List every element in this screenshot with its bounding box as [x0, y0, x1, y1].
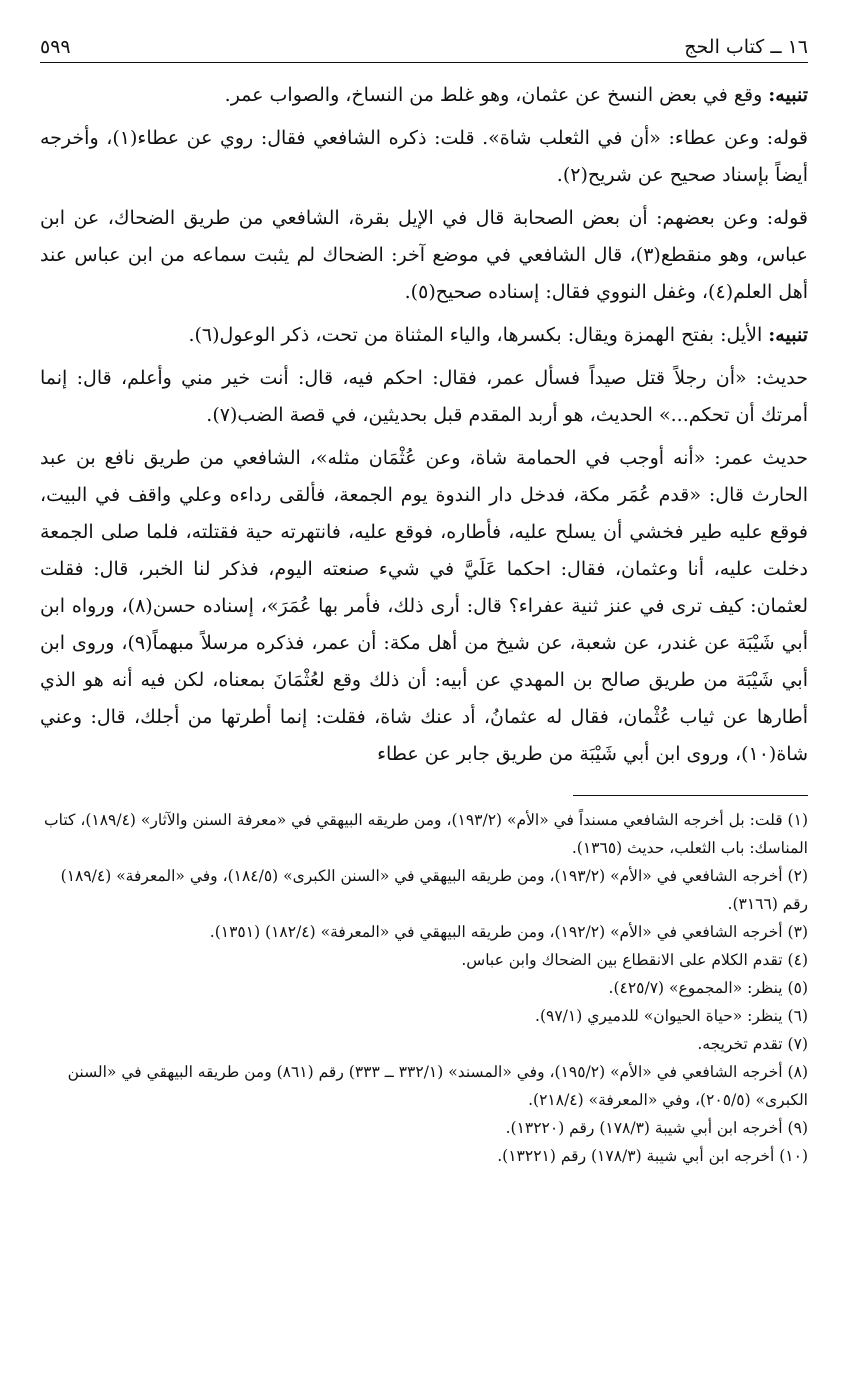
- paragraph-lead: تنبيه:: [768, 324, 808, 346]
- footnote-text: أخرجه الشافعي في «الأم» (١٩٢/٢)، ومن طريقه البيهقي في «المعرفة» (١٨٢/٤) (١٣٥١).: [209, 923, 783, 941]
- paragraph-lead: قوله:: [766, 127, 808, 149]
- paragraph-lead: تنبيه:: [768, 84, 808, 106]
- footnote: [40, 918, 808, 946]
- paragraph: [40, 360, 808, 434]
- footnote-number: (٨): [787, 1063, 808, 1081]
- footnote: [40, 1002, 808, 1030]
- footnote: [40, 1142, 808, 1170]
- running-header: [40, 36, 808, 63]
- footnote: [40, 862, 808, 918]
- footnote-text: أخرجه ابن أبي شيبة (١٧٨/٣) رقم (١٣٢٢١).: [497, 1147, 775, 1165]
- page-number: ٥٩٩: [40, 36, 71, 58]
- paragraph-text: وعن عطاء: «أن في الثعلب شاة». قلت: ذكره الشافعي فقال: روي عن عطاء(١)، وأخرجه أيضاً بإسناد صحيح عن شريح(٢).: [40, 127, 808, 186]
- paragraph: [40, 77, 808, 114]
- footnote: [40, 1114, 808, 1142]
- paragraph-text: «أنه أوجب في الحمامة شاة، وعن عُثْمَان مثله»، الشافعي من طريق نافع بن عبد الحارث قال: «قدم عُمَر مكة، فدخل دار الندوة يوم الجمعة، فألقى رداءه وعلي واقف في البيت، فوقع عليه طير فخشي أن يسلح عليه، فأطاره، فوقع عليه، فانتهرته حية فقتلته، فلما صلى الجمعة دخلت عليه، أنا وعثمان، فقال: احكما عَلَيَّ في شيء صنعته اليوم، فذكر لنا الخبر، قال: فقلت لعثمان: كيف ترى في عنز ثنية عفراء؟ قال: أرى ذلك، فأمر بها عُمَرَ»، إسناده حسن(٨)، ورواه ابن أبي شَيْبَة عن غندر، عن شعبة، عن شيخ من أهل مكة: أن عمر، فذكره مرسلاً مبهماً(٩)، وروى ابن أبي شَيْبَة من طريق صالح بن المهدي عن أبيه: أن ذلك وقع لعُثْمَانَ بمعناه، لكن فيه أنه هو الذي أطارها عن ثياب عُثْمان، فقال له عثمانُ، أد عنك شاة، فقلت: إنما أطرتها من أجلك، قال: وعني شاة(١٠)، وروى ابن أبي شَيْبَة من طريق جابر عن عطاء: [40, 447, 808, 765]
- book-page: [40, 36, 808, 1170]
- footnote-number: (٥): [787, 979, 808, 997]
- footnote-separator: [573, 795, 808, 796]
- main-text: [40, 77, 808, 773]
- footnote-text: أخرجه الشافعي في «الأم» (١٩٣/٢)، ومن طريقه البيهقي في «السنن الكبرى» (١٨٤/٥)، وفي «المعرفة» (١٨٩/٤) رقم (٣١٦٦).: [60, 867, 808, 913]
- footnote-text: تقدم الكلام على الانقطاع بين الضحاك وابن عباس.: [461, 951, 783, 969]
- paragraph-text: وعن بعضهم: أن بعض الصحابة قال في الإيل بقرة، الشافعي من طريق الضحاك، عن ابن عباس، وهو منقطع(٣)، قال الشافعي في موضع آخر: الضحاك لم يثبت سماعه من ابن عباس عند أهل العلم(٤)، وغفل النووي فقال: إسناده صحيح(٥).: [40, 207, 808, 303]
- paragraph: [40, 317, 808, 354]
- paragraph-text: وقع في بعض النسخ عن عثمان، وهو غلط من النساخ، والصواب عمر.: [224, 84, 769, 106]
- footnote-text: تقدم تخريجه.: [697, 1035, 783, 1053]
- footnotes: [40, 806, 808, 1170]
- footnote-number: (٢): [787, 867, 808, 885]
- paragraph: [40, 200, 808, 311]
- footnote-number: (٦): [787, 1007, 808, 1025]
- footnote-number: (٣): [787, 923, 808, 941]
- footnote: [40, 1030, 808, 1058]
- footnote-number: (٧): [787, 1035, 808, 1053]
- paragraph: [40, 120, 808, 194]
- paragraph-lead: حديث عمر:: [714, 447, 808, 469]
- footnote: [40, 806, 808, 862]
- paragraph-text: «أن رجلاً قتل صيداً فسأل عمر، فقال: احكم فيه، قال: أنت خير مني وأعلم، قال: إنما أمرتك أن تحكم...» الحديث، هو أربد المقدم قبل بحديثين، في قصة الضب(٧).: [40, 367, 808, 426]
- footnote-number: (١): [787, 811, 808, 829]
- footnote-text: قلت: بل أخرجه الشافعي مسنداً في «الأم» (١٩٣/٢)، ومن طريقه البيهقي في «معرفة السنن والآثار» (١٨٩/٤)، كتاب المناسك: باب الثعلب، حديث (١٣٦٥).: [44, 811, 808, 857]
- footnote-number: (١٠): [779, 1147, 808, 1165]
- paragraph-lead: قوله:: [766, 207, 808, 229]
- footnote: [40, 946, 808, 974]
- footnote: [40, 974, 808, 1002]
- footnote-text: أخرجه ابن أبي شيبة (١٧٨/٣) رقم (١٣٢٢٠).: [505, 1119, 783, 1137]
- footnote-number: (٩): [787, 1119, 808, 1137]
- paragraph: [40, 440, 808, 773]
- footnote-text: أخرجه الشافعي في «الأم» (١٩٥/٢)، وفي «المسند» (٣٣٢/١ ــ ٣٣٣) رقم (٨٦١) ومن طريقه البيهقي في «السنن الكبرى» (٢٠٥/٥)، وفي «المعرفة» (٢١٨/٤).: [67, 1063, 808, 1109]
- paragraph-lead: حديث:: [755, 367, 808, 389]
- chapter-title: ١٦ ــ كتاب الحج: [684, 36, 808, 58]
- footnote-text: ينظر: «المجموع» (٤٢٥/٧).: [608, 979, 783, 997]
- footnote: [40, 1058, 808, 1114]
- footnote-number: (٤): [787, 951, 808, 969]
- paragraph-text: الأيل: بفتح الهمزة ويقال: بكسرها، والياء المثناة من تحت، ذكر الوعول(٦).: [188, 324, 769, 346]
- footnote-text: ينظر: «حياة الحيوان» للدميري (٩٧/١).: [535, 1007, 783, 1025]
